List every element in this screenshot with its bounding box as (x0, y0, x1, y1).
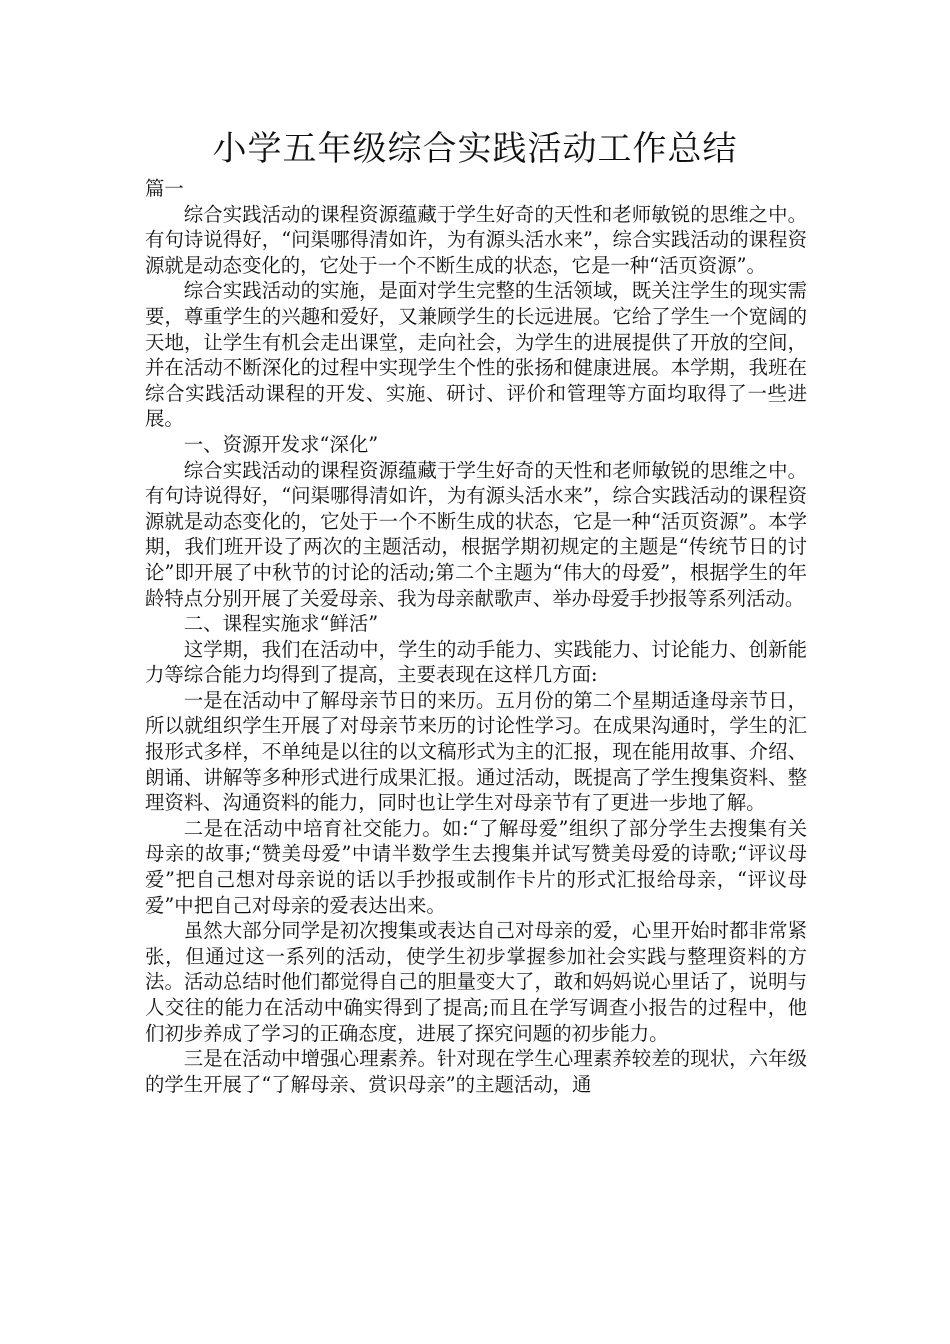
paragraph-1: 综合实践活动的课程资源蕴藏于学生好奇的天性和老师敏锐的思维之中。有句诗说得好，“问渠哪得清如许，为有源头活水来”，综合实践活动的课程资源就是动态变化的，它处于一个不断生成的状态，它是一种“活页资源”。 (145, 202, 807, 277)
paragraph-3: 综合实践活动的课程资源蕴藏于学生好奇的天性和老师敏锐的思维之中。有句诗说得好，“问渠哪得清如许，为有源头活水来”，综合实践活动的课程资源就是动态变化的，它处于一个不断生成的状态，它是一种“活页资源”。本学期，我们班开设了两次的主题活动，根据学期初规定的主题是“传统节日的讨论”即开展了中秋节的讨论的活动;第二个主题为“伟大的母爱”，根据学生的年龄特点分别开展了关爱母亲、我为母亲献歌声、举办母爱手抄报等系列活动。 (145, 458, 807, 610)
paragraph-6: 二是在活动中培育社交能力。如:“了解母爱”组织了部分学生去搜集有关母亲的故事;“赞美母爱”中请半数学生去搜集并试写赞美母爱的诗歌;“评议母爱”把自己想对母亲说的话以手抄报或制作卡片的形式汇报给母亲，“评议母爱”中把自己对母亲的爱表达出来。 (145, 816, 807, 917)
paragraph-8: 三是在活动中增强心理素养。针对现在学生心理素养较差的现状，六年级的学生开展了“了解母亲、赏识母亲”的主题活动，通 (145, 1047, 807, 1096)
paragraph-7: 虽然大部分同学是初次搜集或表达自己对母亲的爱，心里开始时都非常紧张，但通过这一系列的活动，使学生初步掌握参加社会实践与整理资料的方法。活动总结时他们都觉得自己的胆量变大了，敢和妈妈说心里话了，说明与人交往的能力在活动中确实得到了提高;而且在学写调查小报告的过程中，他们初步养成了学习的正确态度，进展了探究问题的初步能力。 (145, 919, 807, 1045)
paragraph-4: 这学期，我们在活动中，学生的动手能力、实践能力、讨论能力、创新能力等综合能力均得到了提高，主要表现在这样几方面: (145, 637, 807, 687)
paragraph-2: 综合实践活动的实施，是面对学生完整的生活领域，既关注学生的现实需要，尊重学生的兴趣和爱好，又兼顾学生的长远进展。它给了学生一个宽阔的天地，让学生有机会走出课堂，走向社会，为学生的进展提供了开放的空间，并在活动不断深化的过程中实现学生个性的张扬和健康进展。本学期，我班在综合实践活动课程的开发、实施、研讨、评价和管理等方面均取得了一些进展。 (145, 279, 807, 431)
document-title: 小学五年级综合实践活动工作总结 (212, 129, 738, 169)
section-heading-2: 二、课程实施求“鲜活” (183, 612, 379, 636)
section-heading-1: 一、资源开发求“深化” (183, 432, 379, 456)
document-body (145, 176, 807, 1097)
part-label: 篇一 (145, 177, 184, 200)
paragraph-5: 一是在活动中了解母亲节日的来历。五月份的第二个星期适逢母亲节日，所以就组织学生开展了对母亲节来历的讨论性学习。在成果沟通时，学生的汇报形式多样，不单纯是以往的以文稿形式为主的汇报，现在能用故事、介绍、朗诵、讲解等多种形式进行成果汇报。通过活动，既提高了学生搜集资料、整理资料、沟通资料的能力，同时也让学生对母亲节有了更进一步地了解。 (145, 688, 807, 815)
